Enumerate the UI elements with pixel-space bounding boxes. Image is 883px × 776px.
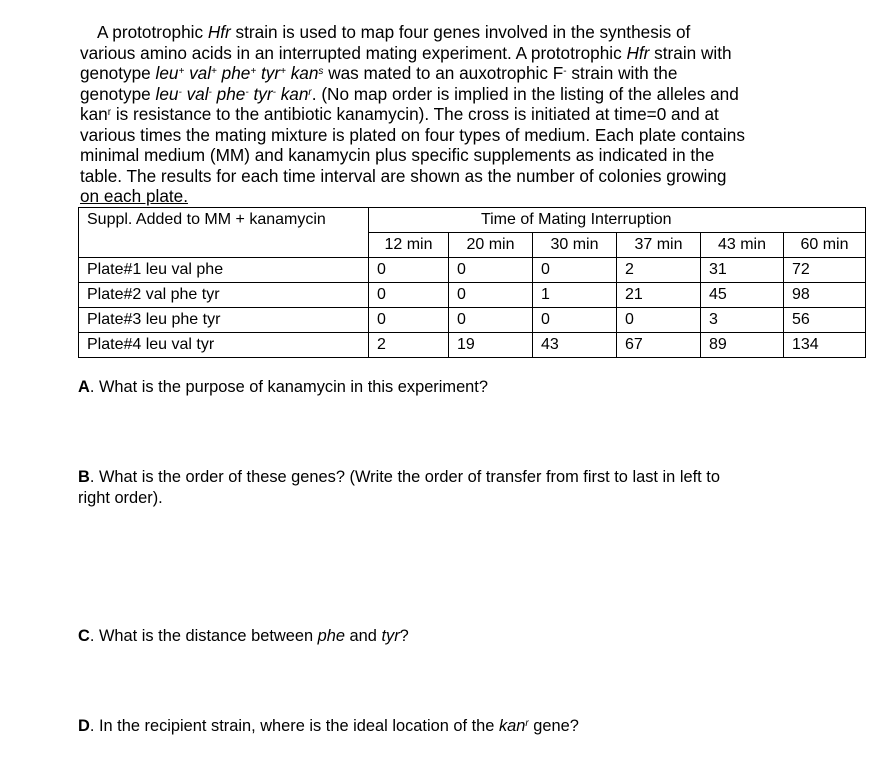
row-label: Plate#3 leu phe tyr bbox=[79, 308, 369, 333]
intro-line-7: minimal medium (MM) and kanamycin plus specific supplements as indicated in the bbox=[80, 145, 715, 165]
cell-value: 0 bbox=[369, 283, 449, 308]
time-header: 30 min bbox=[533, 233, 617, 258]
question-a: A. What is the purpose of kanamycin in this experiment? bbox=[78, 378, 488, 396]
intro-paragraph bbox=[80, 22, 800, 207]
cell-value: 134 bbox=[784, 333, 866, 358]
cell-value: 43 bbox=[533, 333, 617, 358]
time-header: 37 min bbox=[617, 233, 701, 258]
time-header: 43 min bbox=[701, 233, 784, 258]
time-header: 12 min bbox=[369, 233, 449, 258]
cell-value: 0 bbox=[449, 308, 533, 333]
question-d: D. In the recipient strain, where is the ideal location of the kan$^r$ gene? bbox=[78, 717, 579, 735]
cell-value: 89 bbox=[701, 333, 784, 358]
cell-value: 0 bbox=[533, 308, 617, 333]
cell-value: 56 bbox=[784, 308, 866, 333]
cell-value: 0 bbox=[533, 258, 617, 283]
cell-value: 2 bbox=[369, 333, 449, 358]
cell-value: 98 bbox=[784, 283, 866, 308]
question-b: B. What is the order of these genes? (Write the order of transfer from first to last in left to right order). bbox=[78, 468, 720, 507]
cell-value: 2 bbox=[617, 258, 701, 283]
row-label: Plate#4 leu val tyr bbox=[79, 333, 369, 358]
cell-value: 45 bbox=[701, 283, 784, 308]
cell-value: 0 bbox=[449, 258, 533, 283]
intro-line-1: A prototrophic Hfr strain is used to map four genes involved in the synthesis of bbox=[97, 22, 691, 42]
intro-line-3: genotype leu+ val+ phe+ tyr+ kan$^s$ was mated to an auxotrophic F- strain with the bbox=[80, 63, 678, 83]
cell-value: 31 bbox=[701, 258, 784, 283]
question-c: C. What is the distance between phe and tyr? bbox=[78, 627, 409, 645]
table-row bbox=[79, 333, 866, 358]
cell-value: 67 bbox=[617, 333, 701, 358]
cell-value: 3 bbox=[701, 308, 784, 333]
row-label: Plate#1 leu val phe bbox=[79, 258, 369, 283]
cell-value: 0 bbox=[369, 308, 449, 333]
time-group-header-blank bbox=[784, 208, 866, 233]
table-row bbox=[79, 308, 866, 333]
time-header: 20 min bbox=[449, 233, 533, 258]
cell-value: 19 bbox=[449, 333, 533, 358]
table-label-blank bbox=[79, 233, 369, 258]
time-group-header: Time of Mating Interruption bbox=[369, 208, 784, 233]
intro-line-4: genotype leu- val- phe- tyr- kan$^r$. (No map order is implied in the listing of the alleles and bbox=[80, 83, 739, 104]
cell-value: 0 bbox=[449, 283, 533, 308]
table-corner-header: Suppl. Added to MM + kanamycin bbox=[79, 208, 369, 233]
time-header: 60 min bbox=[784, 233, 866, 258]
cell-value: 72 bbox=[784, 258, 866, 283]
table-row bbox=[79, 283, 866, 308]
intro-line-6: various times the mating mixture is plated on four types of medium. Each plate contains bbox=[80, 124, 745, 145]
table-row bbox=[79, 258, 866, 283]
intro-line-9: on each plate. bbox=[80, 186, 188, 206]
intro-line-5: kan$^r$ is resistance to the antibiotic kanamycin). The cross is initiated at time=0 and at bbox=[80, 104, 719, 124]
results-table bbox=[78, 207, 866, 358]
cell-value: 21 bbox=[617, 283, 701, 308]
cell-value: 1 bbox=[533, 283, 617, 308]
intro-line-2: various amino acids in an interrupted mating experiment. A prototrophic Hfr strain with bbox=[80, 42, 732, 63]
cell-value: 0 bbox=[369, 258, 449, 283]
intro-line-8: table. The results for each time interval are shown as the number of colonies growing bbox=[80, 165, 727, 186]
cell-value: 0 bbox=[617, 308, 701, 333]
row-label: Plate#2 val phe tyr bbox=[79, 283, 369, 308]
